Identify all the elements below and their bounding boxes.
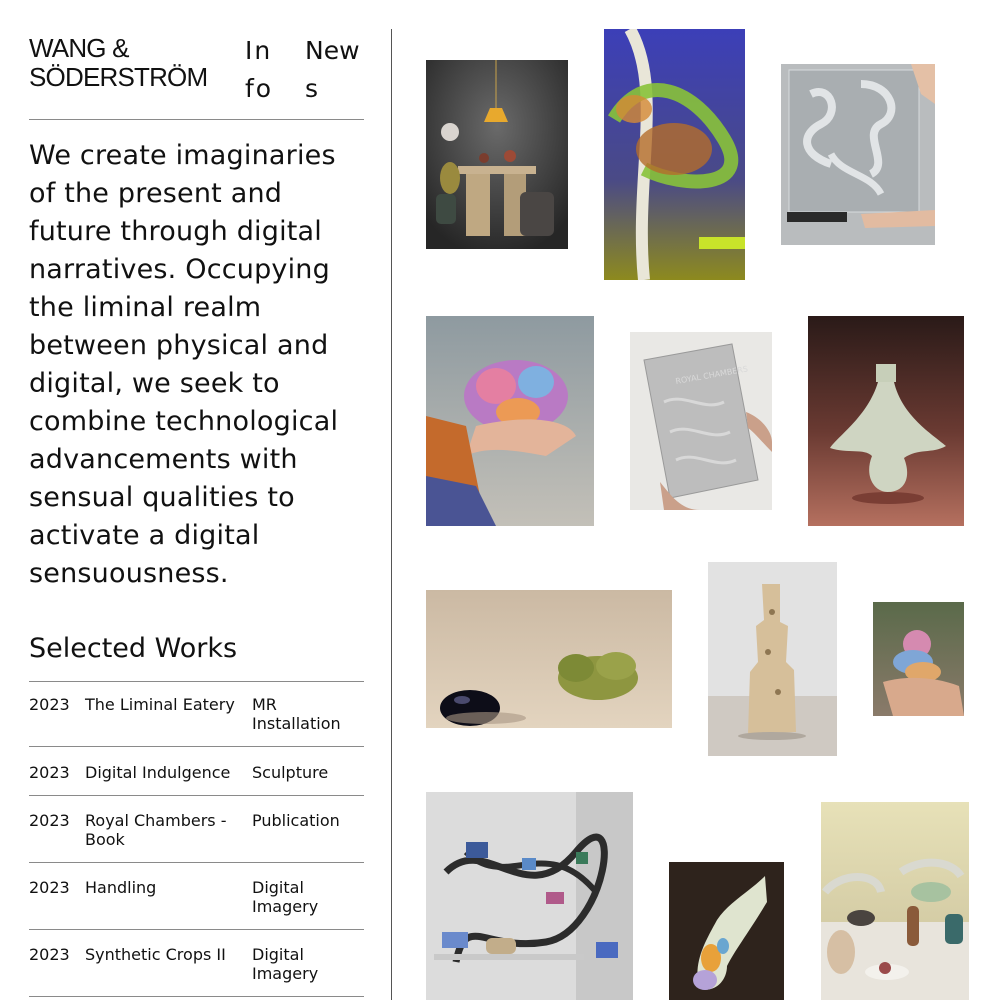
intro-text: We create imaginaries of the present and future through digital narratives. Occupying the liminal realm between physical and digital, we seek to combine technological advancements with sensual qualities to activate a digital sensuousness. — [29, 140, 339, 589]
header-divider — [29, 119, 364, 120]
thumb-glass-sculpture[interactable] — [604, 29, 745, 280]
work-category: Digital Imagery — [252, 945, 319, 983]
work-row-digital-indulgence[interactable] — [29, 747, 364, 796]
brand-logo-line1: WANG & — [29, 33, 129, 63]
work-year: 2023 — [29, 763, 70, 782]
work-title: Handling — [85, 878, 157, 897]
thumb-dark-sculpture[interactable] — [669, 862, 784, 1000]
thumb-liminal-eatery[interactable] — [426, 60, 568, 249]
book-cover-text: ROYAL CHAMBERS — [674, 364, 749, 386]
work-category: Publication — [252, 811, 340, 830]
thumb-tower-sculpture[interactable] — [708, 562, 837, 756]
thumb-table-scene[interactable] — [821, 802, 969, 1000]
work-title: Digital Indulgence — [85, 763, 231, 782]
thumb-mr-installation[interactable] — [426, 792, 633, 1000]
nav-info-link[interactable]: Info — [245, 36, 274, 103]
work-category: MR Installation — [252, 695, 341, 733]
work-year: 2023 — [29, 878, 70, 897]
thumb-royal-chambers-book[interactable] — [630, 332, 772, 510]
work-title: Synthetic Crops II — [85, 945, 226, 964]
column-divider — [391, 29, 392, 1000]
work-category: Digital Imagery — [252, 878, 319, 916]
brand-logo-line2: SÖDERSTRÖM — [29, 62, 208, 92]
work-title: The Liminal Eatery — [85, 695, 235, 714]
thumb-digital-indulgence-hands[interactable] — [426, 316, 594, 526]
work-row-handling[interactable] — [29, 863, 364, 930]
work-year: 2023 — [29, 695, 70, 714]
works-list — [29, 681, 364, 997]
work-year: 2023 — [29, 811, 70, 830]
thumb-synthetic-crops-sand[interactable] — [426, 590, 672, 728]
thumb-etched-glass[interactable] — [781, 64, 935, 245]
brand-logo[interactable] — [29, 34, 207, 92]
work-row-liminal-eatery[interactable] — [29, 681, 364, 747]
work-title: Royal Chambers - Book — [85, 811, 227, 849]
thumb-vase-sculpture[interactable] — [808, 316, 964, 526]
left-column — [29, 0, 364, 1000]
work-row-royal-chambers[interactable] — [29, 796, 364, 863]
selected-works-heading: Selected Works — [29, 633, 238, 664]
thumb-hand-crop[interactable] — [873, 602, 964, 716]
work-category: Sculpture — [252, 763, 329, 782]
nav-news-link[interactable]: News — [305, 36, 360, 103]
work-year: 2023 — [29, 945, 70, 964]
work-row-synthetic-crops[interactable] — [29, 930, 364, 997]
